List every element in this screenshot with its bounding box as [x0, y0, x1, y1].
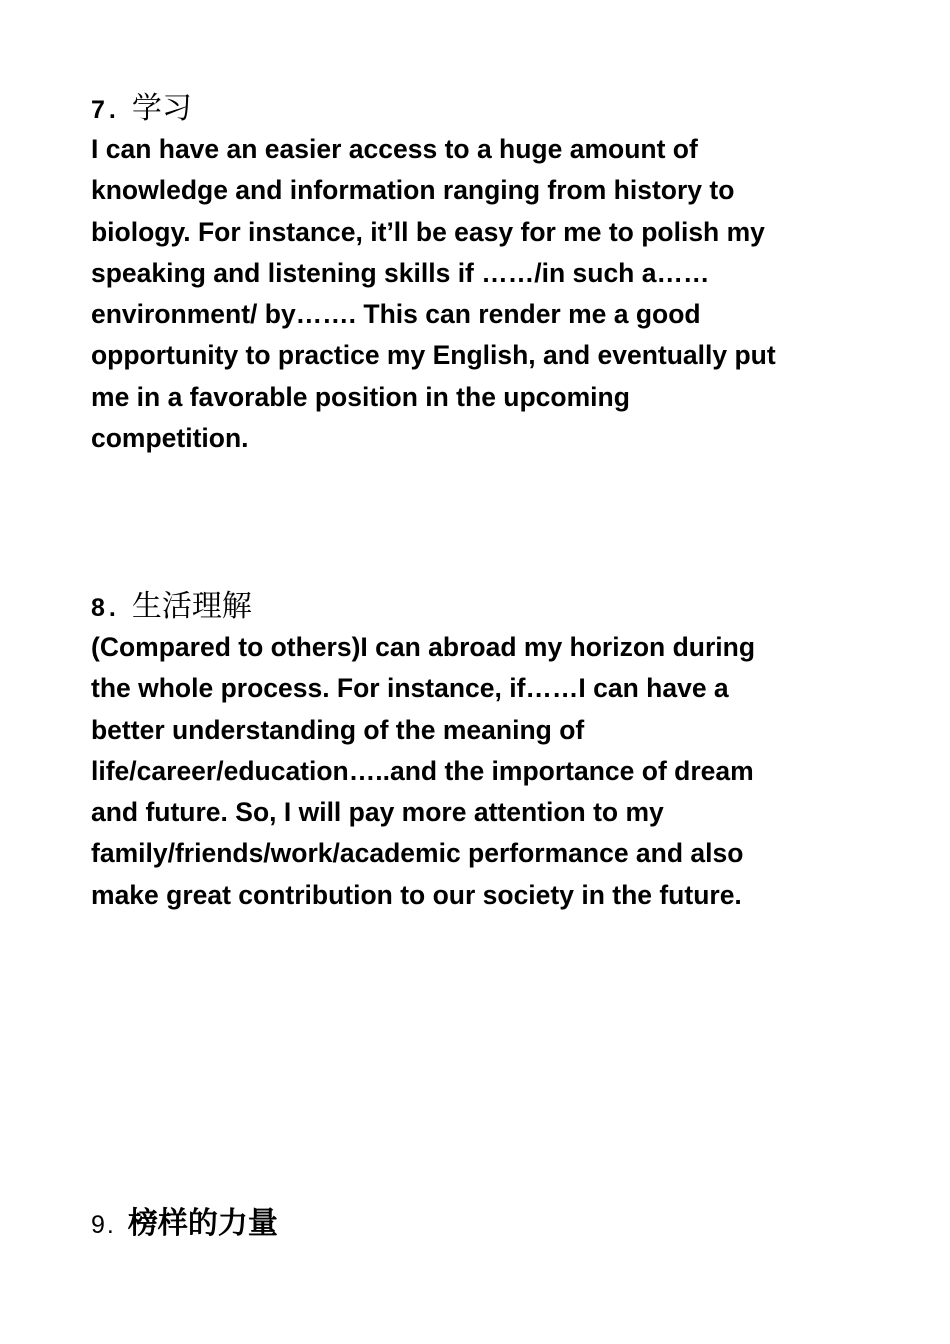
paragraph-line: competition.	[91, 423, 249, 454]
paragraph-line: better understanding of the meaning of	[91, 714, 585, 745]
paragraph-line: and future. So, I will pay more attention to my	[91, 797, 664, 828]
paragraph-line: environment/ by……. This can render me a good	[91, 299, 701, 330]
section-number-dot: .	[108, 594, 116, 622]
section-heading	[91, 1204, 861, 1244]
section-paragraph	[91, 627, 861, 916]
paragraph-line: knowledge and information ranging from history to	[91, 175, 735, 206]
section-number-dot: .	[106, 1211, 114, 1239]
paragraph-line: life/career/education…..and the importance of dream	[91, 755, 754, 786]
paragraph-line: speaking and listening skills if ……/in such a……	[91, 257, 710, 288]
section-paragraph	[91, 129, 861, 459]
section-title: 生活理解	[131, 589, 252, 624]
paragraph-line: the whole process. For instance, if……I can have a	[91, 673, 729, 704]
section-number-dot: .	[108, 96, 116, 124]
section-number: 9	[91, 1211, 105, 1239]
paragraph-line: (Compared to others)I can abroad my horizon during	[91, 632, 756, 662]
section-9	[91, 1204, 861, 1244]
paragraph-line: make great contribution to our society in the future.	[91, 879, 742, 910]
section-heading	[91, 587, 861, 627]
paragraph-line: opportunity to practice my English, and eventually put	[91, 340, 776, 371]
section-number: 7	[91, 96, 105, 124]
section-heading	[91, 89, 861, 129]
paragraph-line: me in a favorable position in the upcoming	[91, 381, 630, 412]
section-7	[91, 89, 861, 459]
paragraph-line: biology. For instance, it’ll be easy for me to polish my	[91, 216, 765, 247]
section-number: 8	[91, 594, 105, 622]
paragraph-line: family/friends/work/academic performance and also	[91, 838, 744, 869]
section-title: 学习	[131, 91, 192, 126]
section-8	[91, 587, 861, 916]
section-title: 榜样的力量	[127, 1206, 278, 1241]
paragraph-line: I can have an easier access to a huge amount of	[91, 134, 698, 164]
